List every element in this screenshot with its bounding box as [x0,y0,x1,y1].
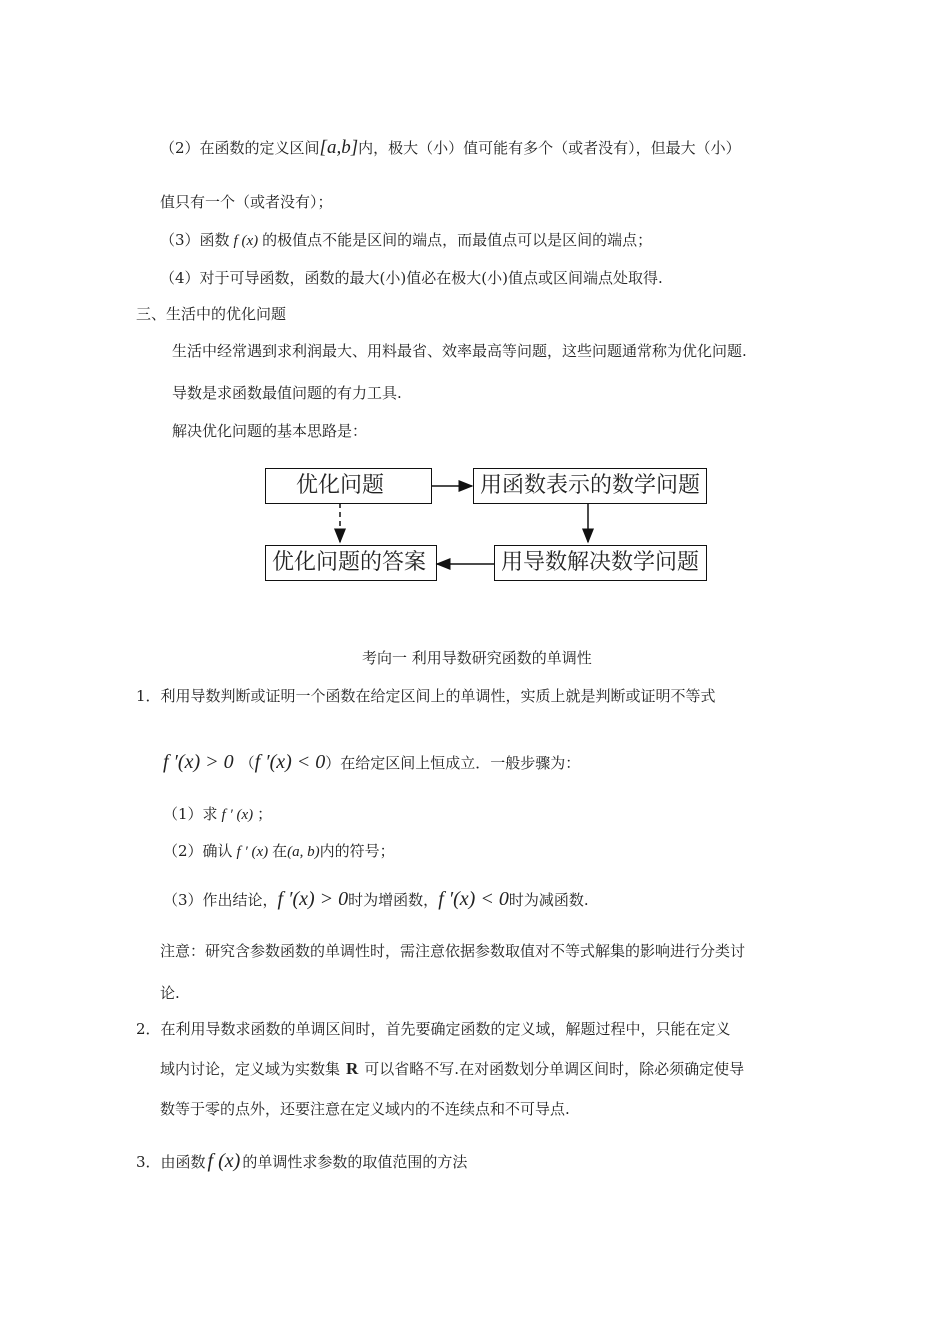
text: （3）作出结论， [163,891,278,909]
text: 内，极大（小）值可能有多个（或者没有），但最大（小） [358,139,741,157]
math-derivative: f ′ (x) [221,807,254,823]
flow-box-optimization-problem: 优化问题 [265,468,432,504]
text-line-4: （4）对于可导函数，函数的最大(小)值必在极大(小)值点或区间端点处取得. [160,269,663,287]
section-heading: 三、生活中的优化问题 [136,305,287,323]
item-2: 2．在利用导数求函数的单调区间时，首先要确定函数的定义域，解题过程中，只能在定义 [136,1020,731,1038]
flow-box-function-math-problem: 用函数表示的数学问题 [473,468,707,504]
item-3 [136,1150,467,1173]
note-line: 论. [160,984,180,1002]
text: 的单调性求参数的取值范围的方法 [242,1153,468,1171]
math-derivative: f ′ (x) [236,844,269,860]
step-2 [163,840,395,863]
subsection-title: 考向一 利用导数研究函数的单调性 [362,649,592,667]
math-interval: (a, b) [287,844,320,860]
item-1-formula [163,751,580,774]
math-inequality: f ′(x) < 0 [438,888,509,910]
flow-box-answer: 优化问题的答案 [265,545,437,581]
text: 时为减函数. [508,891,589,909]
text: ）在给定区间上恒成立．一般步骤为： [325,754,581,772]
math-inequality: f ′(x) > 0 [277,888,349,910]
text: 域内讨论，定义域为实数集 [160,1060,341,1078]
text: 时为增函数， [348,891,439,909]
flow-box-derivative-solve: 用导数解决数学问题 [494,545,707,581]
step-3 [163,888,589,911]
text: 3．由函数 [136,1153,206,1171]
note-line: 注意：研究含参数函数的单调性时，需注意依据参数取值对不等式解集的影响进行分类讨 [160,942,746,960]
text: （1）求 [163,805,218,823]
item-1: 1．利用导数判断或证明一个函数在给定区间上的单调性，实质上就是判断或证明不等式 [136,687,716,705]
step-1 [163,803,272,826]
math-fx: f (x) [233,233,259,249]
text: （2）在函数的定义区间 [160,139,320,157]
math-fx: f (x) [207,1150,241,1172]
text: （ [239,754,255,772]
text: （2）确认 [163,842,233,860]
paragraph-line: 解决优化问题的基本思路是： [172,422,368,440]
math-inequality: f ′(x) > 0 [163,751,234,773]
text: 可以省略不写.在对函数划分单调区间时，除必须确定使导 [364,1060,745,1078]
text-line-2-cont: 值只有一个（或者没有）； [160,193,333,211]
math-inequality: f ′(x) < 0 [254,751,326,773]
paragraph-line: 导数是求函数最值问题的有力工具. [172,384,402,402]
text: 的极值点不能是区间的端点，而最值点可以是区间的端点； [262,231,653,249]
item-2-line2 [160,1058,744,1080]
paragraph-line: 生活中经常遇到求利润最大、用料最省、效率最高等问题，这些问题通常称为优化问题. [172,342,747,360]
text: ； [257,805,273,823]
math-interval: [a,b] [319,137,359,158]
text: 在 [272,842,288,860]
text: （3）函数 [160,231,230,249]
real-set-symbol: R [346,1059,359,1078]
text: 内的符号； [319,842,395,860]
item-2-line3: 数等于零的点外，还要注意在定义域内的不连续点和不可导点. [160,1100,570,1118]
